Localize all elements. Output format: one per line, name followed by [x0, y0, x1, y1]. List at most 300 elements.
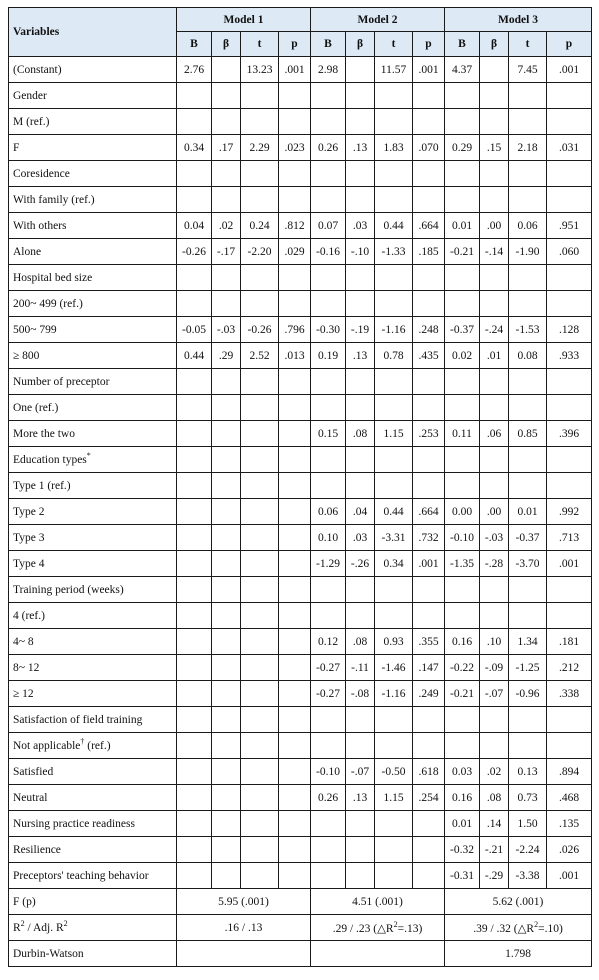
value-cell — [413, 109, 445, 135]
value-cell: 0.44 — [375, 499, 413, 525]
value-cell — [509, 109, 547, 135]
value-cell — [177, 421, 212, 447]
stat-header-p: p — [279, 32, 311, 57]
value-cell: .732 — [413, 525, 445, 551]
value-cell — [509, 473, 547, 499]
summary-value — [177, 941, 311, 967]
variable-label — [9, 369, 177, 395]
value-cell: 0.73 — [509, 785, 547, 811]
value-cell: 0.02 — [445, 343, 480, 369]
value-cell — [241, 187, 279, 213]
value-cell — [177, 291, 212, 317]
value-cell — [413, 265, 445, 291]
table-row — [9, 733, 592, 759]
value-cell — [445, 395, 480, 421]
value-cell — [279, 655, 311, 681]
variable-label-text: Satisfied — [13, 765, 54, 778]
value-cell — [547, 369, 592, 395]
table-row — [9, 629, 592, 655]
value-cell — [311, 187, 346, 213]
summary-value — [311, 941, 445, 967]
value-cell — [177, 369, 212, 395]
value-cell: .001 — [547, 551, 592, 577]
value-cell — [241, 785, 279, 811]
value-cell: .894 — [547, 759, 592, 785]
value-cell — [346, 811, 375, 837]
value-cell — [279, 785, 311, 811]
value-cell — [375, 837, 413, 863]
value-cell — [241, 655, 279, 681]
variable-label — [9, 187, 177, 213]
value-cell: -0.31 — [445, 863, 480, 889]
value-cell: 0.07 — [311, 213, 346, 239]
table-row — [9, 447, 592, 473]
value-cell: -.07 — [480, 681, 509, 707]
stat-header-t: t — [241, 32, 279, 57]
variable-label-text: With others — [13, 219, 67, 232]
value-cell: 0.00 — [445, 499, 480, 525]
value-cell: .135 — [547, 811, 592, 837]
table-row — [9, 395, 592, 421]
value-cell: -0.37 — [509, 525, 547, 551]
value-cell: .185 — [413, 239, 445, 265]
value-cell: .00 — [480, 213, 509, 239]
variable-label-text: M (ref.) — [13, 115, 50, 128]
value-cell — [212, 83, 241, 109]
value-cell: .664 — [413, 499, 445, 525]
value-cell — [480, 577, 509, 603]
variables-header: Variables — [9, 8, 177, 57]
value-cell — [480, 291, 509, 317]
value-cell: .17 — [212, 135, 241, 161]
value-cell — [177, 447, 212, 473]
value-cell — [311, 395, 346, 421]
value-cell — [547, 603, 592, 629]
value-cell — [279, 83, 311, 109]
variable-label-text: Not applicable — [13, 739, 81, 752]
variable-label-text: ≥ 800 — [13, 349, 40, 362]
value-cell: .01 — [480, 343, 509, 369]
value-cell — [279, 577, 311, 603]
table-row — [9, 109, 592, 135]
value-cell: 0.29 — [445, 135, 480, 161]
value-cell: .355 — [413, 629, 445, 655]
value-cell: .001 — [547, 57, 592, 83]
value-cell: 0.04 — [177, 213, 212, 239]
value-cell — [241, 863, 279, 889]
value-cell — [212, 109, 241, 135]
value-cell: -0.27 — [311, 655, 346, 681]
value-cell: 1.50 — [509, 811, 547, 837]
value-cell — [212, 785, 241, 811]
value-cell — [212, 291, 241, 317]
table-row — [9, 811, 592, 837]
value-cell: .08 — [346, 421, 375, 447]
value-cell — [212, 863, 241, 889]
variable-label — [9, 473, 177, 499]
value-cell: .212 — [547, 655, 592, 681]
variable-label — [9, 525, 177, 551]
variable-label — [9, 629, 177, 655]
value-cell: -1.35 — [445, 551, 480, 577]
value-cell — [547, 83, 592, 109]
value-cell: -1.46 — [375, 655, 413, 681]
value-cell: -.08 — [346, 681, 375, 707]
value-cell — [279, 161, 311, 187]
table-row — [9, 759, 592, 785]
value-cell: .713 — [547, 525, 592, 551]
value-cell — [241, 525, 279, 551]
value-cell: 0.44 — [375, 213, 413, 239]
variable-label-text: Training period (weeks) — [13, 583, 124, 596]
variable-label — [9, 863, 177, 889]
value-cell: 0.93 — [375, 629, 413, 655]
value-cell — [279, 551, 311, 577]
value-cell — [177, 577, 212, 603]
value-cell — [177, 863, 212, 889]
table-row — [9, 499, 592, 525]
value-cell — [279, 681, 311, 707]
value-cell — [509, 83, 547, 109]
value-cell: -1.53 — [509, 317, 547, 343]
variable-label — [9, 265, 177, 291]
value-cell — [375, 109, 413, 135]
value-cell — [177, 655, 212, 681]
value-cell: 13.23 — [241, 57, 279, 83]
value-cell — [509, 707, 547, 733]
value-cell: .468 — [547, 785, 592, 811]
value-cell — [241, 707, 279, 733]
value-cell: .070 — [413, 135, 445, 161]
value-cell: -.07 — [346, 759, 375, 785]
table-row — [9, 551, 592, 577]
value-cell: .435 — [413, 343, 445, 369]
value-cell: .02 — [480, 759, 509, 785]
value-cell — [547, 187, 592, 213]
summary-label: Durbin-Watson — [9, 941, 177, 967]
value-cell: .026 — [547, 837, 592, 863]
value-cell: -.29 — [480, 863, 509, 889]
value-cell: .023 — [279, 135, 311, 161]
variable-label-text: With family (ref.) — [13, 193, 95, 206]
table-row — [9, 473, 592, 499]
value-cell — [241, 161, 279, 187]
value-cell — [241, 603, 279, 629]
value-cell — [547, 733, 592, 759]
stat-header-b: B — [311, 32, 346, 57]
value-cell — [346, 603, 375, 629]
table-row — [9, 863, 592, 889]
value-cell — [413, 577, 445, 603]
variable-label — [9, 603, 177, 629]
value-cell — [177, 811, 212, 837]
variable-label — [9, 213, 177, 239]
table-row — [9, 135, 592, 161]
summary-value: 5.62 (.001) — [445, 889, 592, 915]
header-row-models — [9, 8, 592, 32]
value-cell: 1.15 — [375, 785, 413, 811]
value-cell — [212, 57, 241, 83]
value-cell — [311, 161, 346, 187]
value-cell — [375, 577, 413, 603]
value-cell — [509, 369, 547, 395]
value-cell: 0.06 — [509, 213, 547, 239]
value-cell — [480, 603, 509, 629]
footnote-mark: † — [80, 736, 85, 746]
value-cell — [480, 707, 509, 733]
value-cell: -1.33 — [375, 239, 413, 265]
value-cell: .128 — [547, 317, 592, 343]
value-cell: -1.29 — [311, 551, 346, 577]
table-row — [9, 239, 592, 265]
value-cell: -1.25 — [509, 655, 547, 681]
value-cell — [480, 187, 509, 213]
value-cell — [212, 759, 241, 785]
value-cell — [346, 473, 375, 499]
value-cell — [212, 603, 241, 629]
value-cell — [279, 707, 311, 733]
value-cell: -0.50 — [375, 759, 413, 785]
value-cell — [413, 863, 445, 889]
value-cell: -.17 — [212, 239, 241, 265]
value-cell — [311, 109, 346, 135]
value-cell: .29 — [212, 343, 241, 369]
variable-label-text: Type 4 — [13, 557, 45, 570]
value-cell: .992 — [547, 499, 592, 525]
value-cell — [311, 369, 346, 395]
value-cell — [413, 733, 445, 759]
value-cell — [279, 603, 311, 629]
value-cell: .618 — [413, 759, 445, 785]
value-cell — [375, 603, 413, 629]
value-cell — [547, 577, 592, 603]
value-cell — [445, 109, 480, 135]
value-cell: 2.98 — [311, 57, 346, 83]
value-cell — [547, 447, 592, 473]
value-cell: -0.37 — [445, 317, 480, 343]
value-cell — [375, 161, 413, 187]
value-cell — [547, 109, 592, 135]
value-cell — [346, 291, 375, 317]
value-cell — [279, 395, 311, 421]
value-cell: 0.08 — [509, 343, 547, 369]
variable-label — [9, 655, 177, 681]
value-cell — [177, 707, 212, 733]
value-cell — [346, 447, 375, 473]
value-cell — [212, 161, 241, 187]
table-row — [9, 603, 592, 629]
value-cell — [375, 863, 413, 889]
value-cell: .001 — [413, 551, 445, 577]
value-cell: -0.26 — [177, 239, 212, 265]
table-row — [9, 187, 592, 213]
variable-label-text: Satisfaction of field training — [13, 713, 143, 726]
value-cell — [509, 577, 547, 603]
variable-label — [9, 707, 177, 733]
value-cell: 0.15 — [311, 421, 346, 447]
value-cell — [241, 265, 279, 291]
value-cell: .812 — [279, 213, 311, 239]
variable-label — [9, 109, 177, 135]
value-cell — [212, 395, 241, 421]
value-cell — [311, 83, 346, 109]
value-cell — [445, 577, 480, 603]
variable-label-text: More the two — [13, 427, 75, 440]
variable-label — [9, 733, 177, 759]
value-cell: .00 — [480, 499, 509, 525]
value-cell: .001 — [279, 57, 311, 83]
table-row — [9, 681, 592, 707]
value-cell: 1.34 — [509, 629, 547, 655]
value-cell: .13 — [346, 135, 375, 161]
value-cell: 11.57 — [375, 57, 413, 83]
summary-value: 1.798 — [445, 941, 592, 967]
table-row — [9, 83, 592, 109]
value-cell: 0.44 — [177, 343, 212, 369]
value-cell: .029 — [279, 239, 311, 265]
value-cell: -.21 — [480, 837, 509, 863]
value-cell — [311, 473, 346, 499]
value-cell — [509, 395, 547, 421]
value-cell — [480, 83, 509, 109]
value-cell — [311, 577, 346, 603]
value-cell — [177, 759, 212, 785]
value-cell — [509, 291, 547, 317]
value-cell — [212, 473, 241, 499]
value-cell — [279, 187, 311, 213]
value-cell: -.03 — [480, 525, 509, 551]
value-cell — [241, 369, 279, 395]
value-cell: 0.78 — [375, 343, 413, 369]
value-cell: -1.16 — [375, 317, 413, 343]
value-cell — [279, 811, 311, 837]
value-cell — [445, 265, 480, 291]
value-cell: -2.20 — [241, 239, 279, 265]
variable-label — [9, 57, 177, 83]
value-cell — [445, 733, 480, 759]
summary-value: .39 / .32 $(\triangle R^2=.10)$ — [445, 915, 592, 941]
value-cell: -.09 — [480, 655, 509, 681]
value-cell — [445, 473, 480, 499]
value-cell — [375, 395, 413, 421]
value-cell — [311, 837, 346, 863]
table-row — [9, 213, 592, 239]
variable-label — [9, 83, 177, 109]
value-cell: 2.29 — [241, 135, 279, 161]
value-cell: 0.12 — [311, 629, 346, 655]
variable-label — [9, 759, 177, 785]
value-cell — [547, 395, 592, 421]
value-cell — [480, 473, 509, 499]
value-cell: .254 — [413, 785, 445, 811]
value-cell — [279, 863, 311, 889]
value-cell — [311, 265, 346, 291]
value-cell — [279, 265, 311, 291]
value-cell — [509, 733, 547, 759]
value-cell: -.11 — [346, 655, 375, 681]
table-row — [9, 291, 592, 317]
stat-header-p: p — [547, 32, 592, 57]
value-cell — [212, 629, 241, 655]
value-cell — [241, 551, 279, 577]
value-cell: 0.85 — [509, 421, 547, 447]
value-cell — [311, 811, 346, 837]
value-cell — [241, 83, 279, 109]
variable-label-text: 8~ 12 — [13, 661, 40, 674]
value-cell — [212, 655, 241, 681]
value-cell — [241, 577, 279, 603]
value-cell: .03 — [346, 525, 375, 551]
value-cell — [346, 83, 375, 109]
value-cell: .001 — [413, 57, 445, 83]
value-cell — [346, 161, 375, 187]
value-cell — [375, 265, 413, 291]
value-cell: 0.01 — [445, 213, 480, 239]
value-cell — [413, 447, 445, 473]
value-cell — [177, 551, 212, 577]
value-cell — [445, 447, 480, 473]
table-row — [9, 577, 592, 603]
variable-label — [9, 343, 177, 369]
variable-label-text: 4 (ref.) — [13, 609, 45, 622]
value-cell — [413, 837, 445, 863]
value-cell — [346, 837, 375, 863]
value-cell: 1.15 — [375, 421, 413, 447]
stat-header-beta: β — [346, 32, 375, 57]
variable-label-text: Coresidence — [13, 167, 70, 180]
summary-value: .29 / .23 $(\triangle R^2=.13)$ — [311, 915, 445, 941]
value-cell — [241, 109, 279, 135]
variable-label-text: 4~ 8 — [13, 635, 34, 648]
summary-row — [9, 915, 592, 941]
table-row — [9, 525, 592, 551]
value-cell: -0.26 — [241, 317, 279, 343]
value-cell: -.19 — [346, 317, 375, 343]
value-cell: -1.16 — [375, 681, 413, 707]
variable-label — [9, 577, 177, 603]
value-cell — [547, 161, 592, 187]
variable-label-text: One (ref.) — [13, 401, 59, 414]
value-cell — [212, 187, 241, 213]
summary-row — [9, 889, 592, 915]
variable-label-text: Type 2 — [13, 505, 45, 518]
value-cell: .060 — [547, 239, 592, 265]
value-cell: .249 — [413, 681, 445, 707]
value-cell — [241, 291, 279, 317]
variable-label — [9, 447, 177, 473]
value-cell: 0.24 — [241, 213, 279, 239]
value-cell: 1.83 — [375, 135, 413, 161]
value-cell: .933 — [547, 343, 592, 369]
value-cell — [480, 109, 509, 135]
variable-label-text: Hospital bed size — [13, 271, 93, 284]
value-cell — [212, 551, 241, 577]
table-container — [8, 7, 592, 967]
value-cell — [279, 733, 311, 759]
variable-label-text: Education types — [13, 453, 87, 466]
value-cell — [346, 265, 375, 291]
summary-value: 5.95 (.001) — [177, 889, 311, 915]
value-cell — [547, 473, 592, 499]
value-cell: 0.01 — [509, 499, 547, 525]
value-cell — [279, 473, 311, 499]
value-cell — [311, 863, 346, 889]
value-cell: -0.16 — [311, 239, 346, 265]
model-1-header: Model 1 — [177, 8, 311, 32]
value-cell — [279, 759, 311, 785]
stat-header-beta: β — [480, 32, 509, 57]
value-cell — [311, 603, 346, 629]
